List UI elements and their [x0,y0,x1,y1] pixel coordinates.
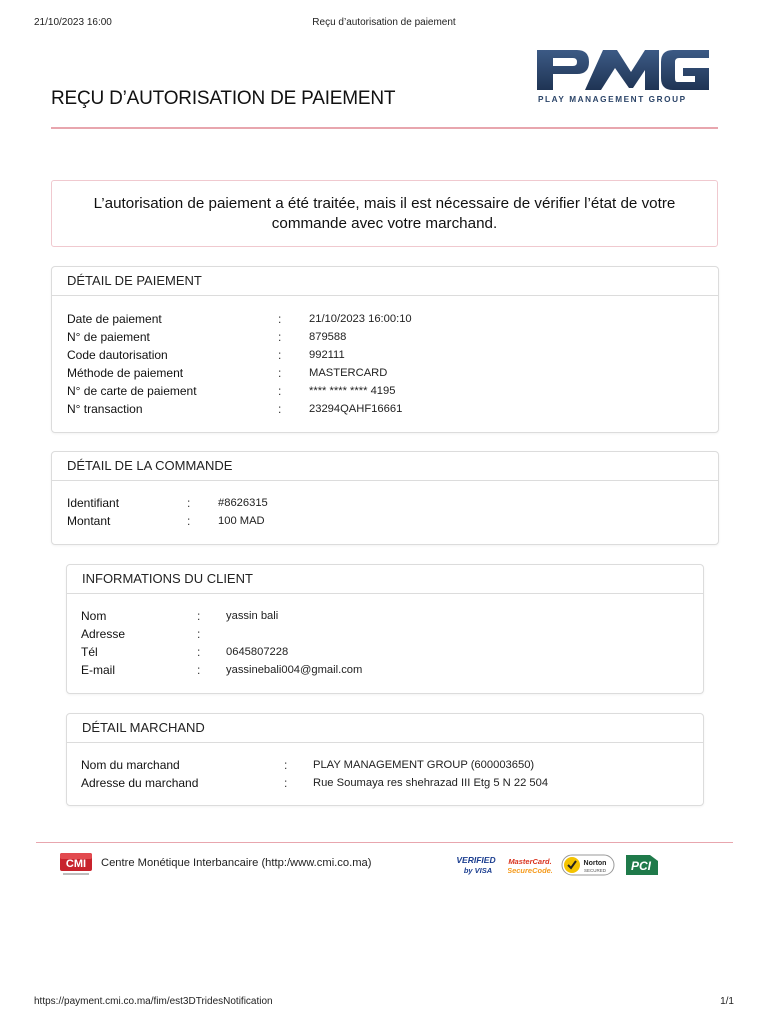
norton-line2: SECURED [583,868,607,873]
cmi-logo [60,852,92,878]
detail-separator: : [187,514,191,528]
detail-label: N° de paiement [67,330,150,344]
detail-row [81,756,691,774]
pci-badge [624,851,660,879]
detail-value: MASTERCARD [309,367,388,379]
pmg-logo [533,44,713,110]
detail-value: 0645807228 [226,646,289,658]
detail-separator: : [278,384,282,398]
detail-row [67,400,707,418]
pci-text: PCI [630,859,652,873]
merchant-details-card [66,713,704,806]
print-url: https://payment.cmi.co.ma/fim/est3DTridesNotification [34,996,273,1007]
detail-row [81,607,691,625]
detail-label: N° transaction [67,402,143,416]
detail-row [81,625,691,643]
detail-label: Nom du marchand [81,758,180,772]
mastercard-securecode-badge [508,851,552,879]
page-number: 1/1 [720,996,734,1007]
detail-row [67,364,707,382]
detail-separator: : [278,348,282,362]
header-divider [51,127,718,129]
detail-row [67,346,707,364]
print-footer [34,996,734,1010]
print-title: Reçu d’autorisation de paiement [312,17,456,28]
detail-row [67,328,707,346]
detail-label: Code dautorisation [67,348,168,362]
detail-value: PLAY MANAGEMENT GROUP (600003650) [313,759,535,771]
verified-line2: by VISA [463,866,493,875]
detail-separator: : [278,312,282,326]
notice-text: L’autorisation de paiement a été traitée, mais il est nécessaire de vérifier l’état de votre commande avec votre marchand. [93,194,676,232]
order-details-card [51,451,719,545]
pmg-logo-mark [533,44,713,94]
detail-value: 21/10/2023 16:00:10 [309,313,412,325]
detail-separator: : [197,627,201,641]
detail-separator: : [278,402,282,416]
footer-divider [36,842,733,843]
verified-line1: VERIFIED [456,855,496,865]
detail-separator: : [278,366,282,380]
notice-box [51,180,718,247]
detail-row [67,382,707,400]
payment-details-heading: DÉTAIL DE PAIEMENT [52,267,718,296]
detail-separator: : [278,330,282,344]
detail-value: 992111 [309,349,345,361]
detail-label: Tél [81,645,98,659]
cmi-logo-text: CMI [65,858,87,870]
page-title: REÇU D’AUTORISATION DE PAIEMENT [51,88,396,109]
detail-value: 23294QAHF16661 [309,403,403,415]
payment-details-card [51,266,719,433]
norton-line1: Norton [583,860,607,867]
detail-label: Nom [81,609,107,623]
detail-value: 879588 [309,331,347,343]
print-header [34,17,734,31]
detail-row [81,661,691,679]
detail-label: Adresse du marchand [81,776,199,790]
order-details-heading: DÉTAIL DE LA COMMANDE [52,452,718,481]
merchant-details-heading: DÉTAIL MARCHAND [67,714,703,743]
detail-value: yassinebali004@gmail.com [226,664,363,676]
detail-separator: : [197,609,201,623]
detail-label: N° de carte de paiement [67,384,197,398]
detail-value: yassin bali [226,610,279,622]
detail-label: Méthode de paiement [67,366,184,380]
detail-value: #8626315 [218,497,268,509]
detail-label: Adresse [81,627,126,641]
detail-label: E-mail [81,663,116,677]
mastercard-line2: SecureCode. [508,866,552,875]
detail-row [81,643,691,661]
client-info-heading: INFORMATIONS DU CLIENT [67,565,703,594]
pmg-logo-subtitle: PLAY MANAGEMENT GROUP [538,95,687,104]
detail-separator: : [197,663,201,677]
verified-by-visa-badge [455,851,497,879]
detail-row [67,494,707,512]
detail-row [81,774,691,792]
detail-row [67,310,707,328]
mastercard-line1: MasterCard. [508,857,552,866]
norton-secured-badge [561,851,615,879]
detail-label: Montant [67,514,111,528]
detail-separator: : [197,645,201,659]
detail-value: Rue Soumaya res shehrazad III Etg 5 N 22 504 [313,777,549,789]
cmi-text: Centre Monétique Interbancaire (http:/www.cmi.co.ma) [101,857,372,869]
detail-value: 100 MAD [218,515,265,527]
detail-separator: : [187,496,191,510]
detail-value: **** **** **** 4195 [309,385,396,397]
detail-separator: : [284,758,288,772]
detail-label: Identifiant [67,496,120,510]
detail-separator: : [284,776,288,790]
detail-row [67,512,707,530]
detail-label: Date de paiement [67,312,162,326]
client-info-card [66,564,704,694]
print-datetime: 21/10/2023 16:00 [34,17,112,28]
